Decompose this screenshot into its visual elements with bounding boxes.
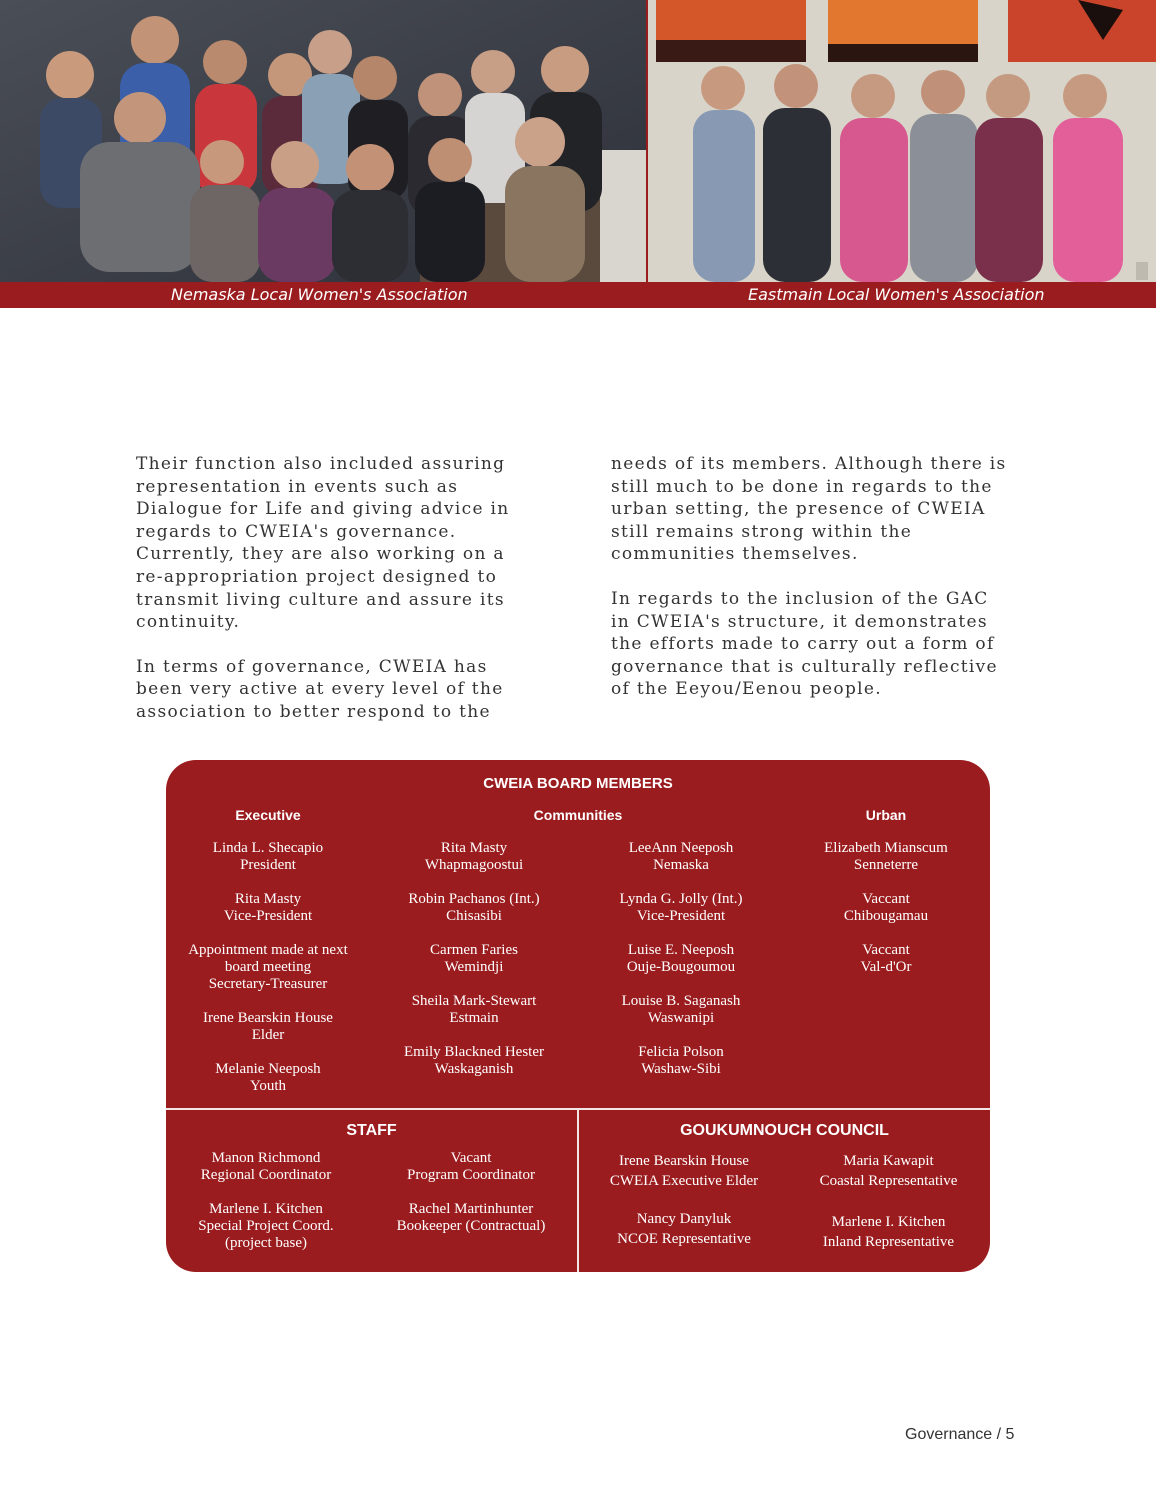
communities-heading: Communities xyxy=(533,807,623,823)
member-role: Secretary-Treasurer xyxy=(208,976,328,992)
member-name: Felicia Polson xyxy=(638,1044,724,1060)
member-entry xyxy=(374,942,574,976)
member-entry xyxy=(168,891,368,925)
member-name: Marlene I. Kitchen xyxy=(831,1214,946,1230)
member-name: Nancy Danyluk xyxy=(636,1211,732,1227)
member-entry xyxy=(374,1044,574,1078)
member-name: Vacant xyxy=(450,1150,492,1166)
staff-entry xyxy=(371,1150,571,1184)
member-name: Sheila Mark-Stewart xyxy=(411,993,537,1009)
member-entry xyxy=(168,1061,368,1095)
board-title: CWEIA BOARD MEMBERS xyxy=(483,775,673,792)
member-name: Robin Pachanos (Int.) xyxy=(408,891,540,907)
member-role: Chisasibi xyxy=(446,908,502,924)
member-name: Rita Masty xyxy=(440,840,508,856)
council-heading: GOUKUMNOUCH COUNCIL xyxy=(680,1122,889,1139)
member-name: Luise E. Neeposh xyxy=(627,942,735,958)
member-name-line2: board meeting xyxy=(224,959,312,975)
member-role: Washaw-Sibi xyxy=(641,1061,721,1077)
member-entry xyxy=(374,993,574,1027)
member-role: Waswanipi xyxy=(647,1010,715,1026)
member-role: Special Project Coord. xyxy=(198,1218,334,1234)
member-role: Vice-President xyxy=(636,908,726,924)
nemaska-group-photo xyxy=(0,0,646,282)
member-entry xyxy=(581,891,781,925)
member-name: Marlene I. Kitchen xyxy=(209,1201,323,1217)
member-role: Val-d'Or xyxy=(860,959,912,975)
member-name: Manon Richmond xyxy=(211,1150,321,1166)
member-role: CWEIA Executive Elder xyxy=(609,1173,759,1189)
member-name: Irene Bearskin House xyxy=(619,1153,749,1169)
member-role: Bookeeper (Contractual) xyxy=(396,1218,546,1234)
paragraph: In regards to the inclusion of the GAC in CWEIA's structure, it demonstrates the efforts made to carry out a form of governance that is culturally reflective of the Eeyou/Eenou people. xyxy=(611,588,998,700)
staff-entry xyxy=(171,1201,361,1252)
member-name: Louise B. Saganash xyxy=(621,993,741,1009)
member-entry xyxy=(168,942,368,993)
member-name: Rachel Martinhunter xyxy=(408,1201,534,1217)
board-members-box xyxy=(166,760,990,1272)
member-role: Ouje-Bougoumou xyxy=(626,959,736,975)
member-role: Chibougamau xyxy=(843,908,929,924)
staff-heading: STAFF xyxy=(346,1122,397,1139)
member-role: Elder xyxy=(251,1027,285,1043)
member-role: Estmain xyxy=(449,1010,499,1026)
member-name: Irene Bearskin House xyxy=(203,1010,333,1026)
member-entry xyxy=(786,942,986,976)
page-footer: Governance / 5 xyxy=(905,1426,1015,1443)
council-entry xyxy=(787,1151,990,1191)
member-entry xyxy=(374,840,574,874)
paragraph: needs of its members. Although there is still much to be done in regards to the urban setting, the presence of CWEIA still remains strong within the communities themselves. xyxy=(611,454,1007,565)
staff-entry xyxy=(171,1150,361,1184)
member-role: Nemaska xyxy=(653,857,709,873)
member-name: Vaccant xyxy=(862,891,910,907)
member-name: Carmen Faries xyxy=(430,942,518,958)
member-role: Program Coordinator xyxy=(407,1167,535,1183)
right-photo-caption: Eastmain Local Women's Association xyxy=(748,285,1045,304)
eastmain-group-photo xyxy=(648,0,1156,282)
member-name: Elizabeth Mianscum xyxy=(824,840,948,856)
body-column-right xyxy=(611,453,1011,723)
member-entry xyxy=(374,891,574,925)
member-role: Senneterre xyxy=(853,857,919,873)
urban-heading: Urban xyxy=(865,807,907,823)
member-entry xyxy=(581,1044,781,1078)
member-role: Regional Coordinator xyxy=(200,1167,332,1183)
executive-heading: Executive xyxy=(235,807,301,823)
member-role: Vice-President xyxy=(223,908,313,924)
member-name: Lynda G. Jolly (Int.) xyxy=(619,891,743,907)
council-entry xyxy=(581,1209,787,1249)
council-entry xyxy=(581,1151,787,1191)
member-role: Coastal Representative xyxy=(819,1173,958,1189)
member-entry xyxy=(786,840,986,874)
member-name: Emily Blackned Hester xyxy=(404,1044,544,1060)
member-entry xyxy=(168,1010,368,1044)
staff-entry xyxy=(371,1201,571,1235)
member-role: Whapmagoostui xyxy=(424,857,524,873)
member-role: Waskaganish xyxy=(434,1061,514,1077)
body-column-left xyxy=(136,453,526,746)
member-name: Maria Kawapit xyxy=(843,1153,934,1169)
member-role: Wemindji xyxy=(444,959,504,975)
member-name: Linda L. Shecapio xyxy=(212,840,324,856)
member-name: Vaccant xyxy=(862,942,910,958)
member-name: LeeAnn Neeposh xyxy=(628,840,734,856)
member-role: President xyxy=(240,857,296,873)
member-entry xyxy=(168,840,368,874)
member-role: Inland Representative xyxy=(822,1234,955,1250)
paragraph: In terms of governance, CWEIA has been very active at every level of the association to better respond to the xyxy=(136,656,504,722)
member-entry xyxy=(786,891,986,925)
member-entry xyxy=(581,840,781,874)
member-role: Youth xyxy=(250,1078,286,1094)
member-name: Melanie Neeposh xyxy=(215,1061,321,1077)
left-photo-caption: Nemaska Local Women's Association xyxy=(171,285,468,304)
member-role-line2: (project base) xyxy=(224,1235,308,1251)
member-name: Rita Masty xyxy=(234,891,302,907)
member-entry xyxy=(581,942,781,976)
member-role: NCOE Representative xyxy=(617,1231,751,1247)
member-entry xyxy=(581,993,781,1027)
council-entry xyxy=(787,1212,990,1252)
paragraph: Their function also included assuring representation in events such as Dialogue for Life and giving advice in regards to CWEIA's governance. Currently, they are also working on a re-appropriation project designed to transmit living culture and assure its continuity. xyxy=(136,454,510,633)
member-name: Appointment made at next xyxy=(188,942,348,958)
